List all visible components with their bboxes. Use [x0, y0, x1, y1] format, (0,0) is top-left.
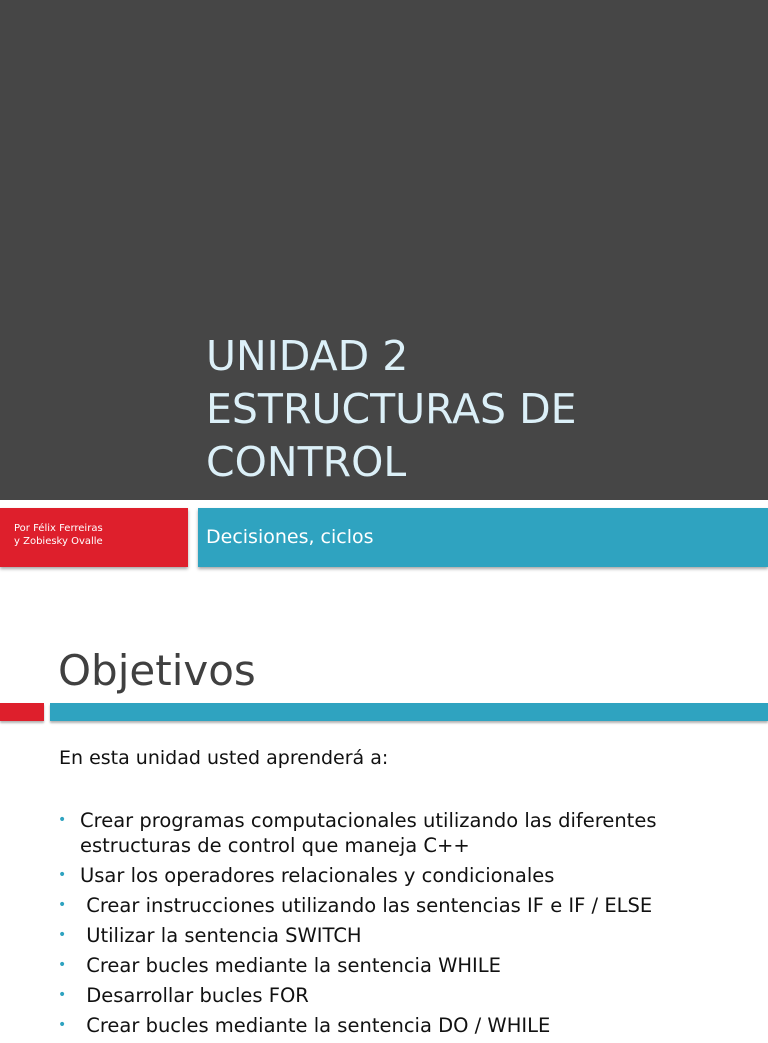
list-item — [58, 808, 758, 858]
list-item-text: Crear instrucciones utilizando las sentencias IF e IF / ELSE — [80, 894, 653, 917]
list-item-text: Crear bucles mediante la sentencia DO / WHILE — [80, 1014, 551, 1037]
author-line: y Zobiesky Ovalle — [14, 536, 103, 547]
bullet-icon: • — [58, 1017, 67, 1033]
accent-bar-red — [0, 703, 44, 721]
list-item — [58, 893, 758, 918]
list-item-text: Desarrollar bucles FOR — [80, 984, 309, 1007]
subtitle-text: Decisiones, ciclos — [206, 526, 374, 548]
bullet-icon: • — [58, 957, 67, 973]
objectives-intro: En esta unidad usted aprenderá a: — [59, 747, 389, 769]
list-item — [58, 953, 758, 978]
objectives-title: Objetivos — [58, 646, 256, 695]
bullet-icon: • — [58, 867, 67, 883]
list-item — [58, 983, 758, 1008]
title-line: ESTRUCTURAS DE — [206, 385, 577, 433]
author-line: Por Félix Ferreiras — [14, 523, 103, 534]
bullet-icon: • — [58, 812, 67, 828]
author-box — [0, 508, 188, 567]
title-line: CONTROL — [206, 438, 407, 486]
author-credit — [14, 522, 103, 548]
bullet-icon: • — [58, 927, 67, 943]
accent-bar-blue — [50, 703, 768, 721]
list-item-text: Crear programas computacionales utilizando las diferentes estructuras de control que maneja C++ — [80, 809, 657, 857]
title-slide-heading — [206, 330, 746, 489]
list-item-text: Utilizar la sentencia SWITCH — [80, 924, 362, 947]
list-item-text: Crear bucles mediante la sentencia WHILE — [80, 954, 501, 977]
list-item — [58, 923, 758, 948]
objectives-list — [58, 808, 758, 1043]
subtitle-box — [198, 508, 768, 567]
list-item — [58, 1013, 758, 1038]
list-item-text: Usar los operadores relacionales y condicionales — [80, 864, 555, 887]
title-line: UNIDAD 2 — [206, 332, 409, 380]
bullet-icon: • — [58, 987, 67, 1003]
bullet-icon: • — [58, 897, 67, 913]
list-item — [58, 863, 758, 888]
